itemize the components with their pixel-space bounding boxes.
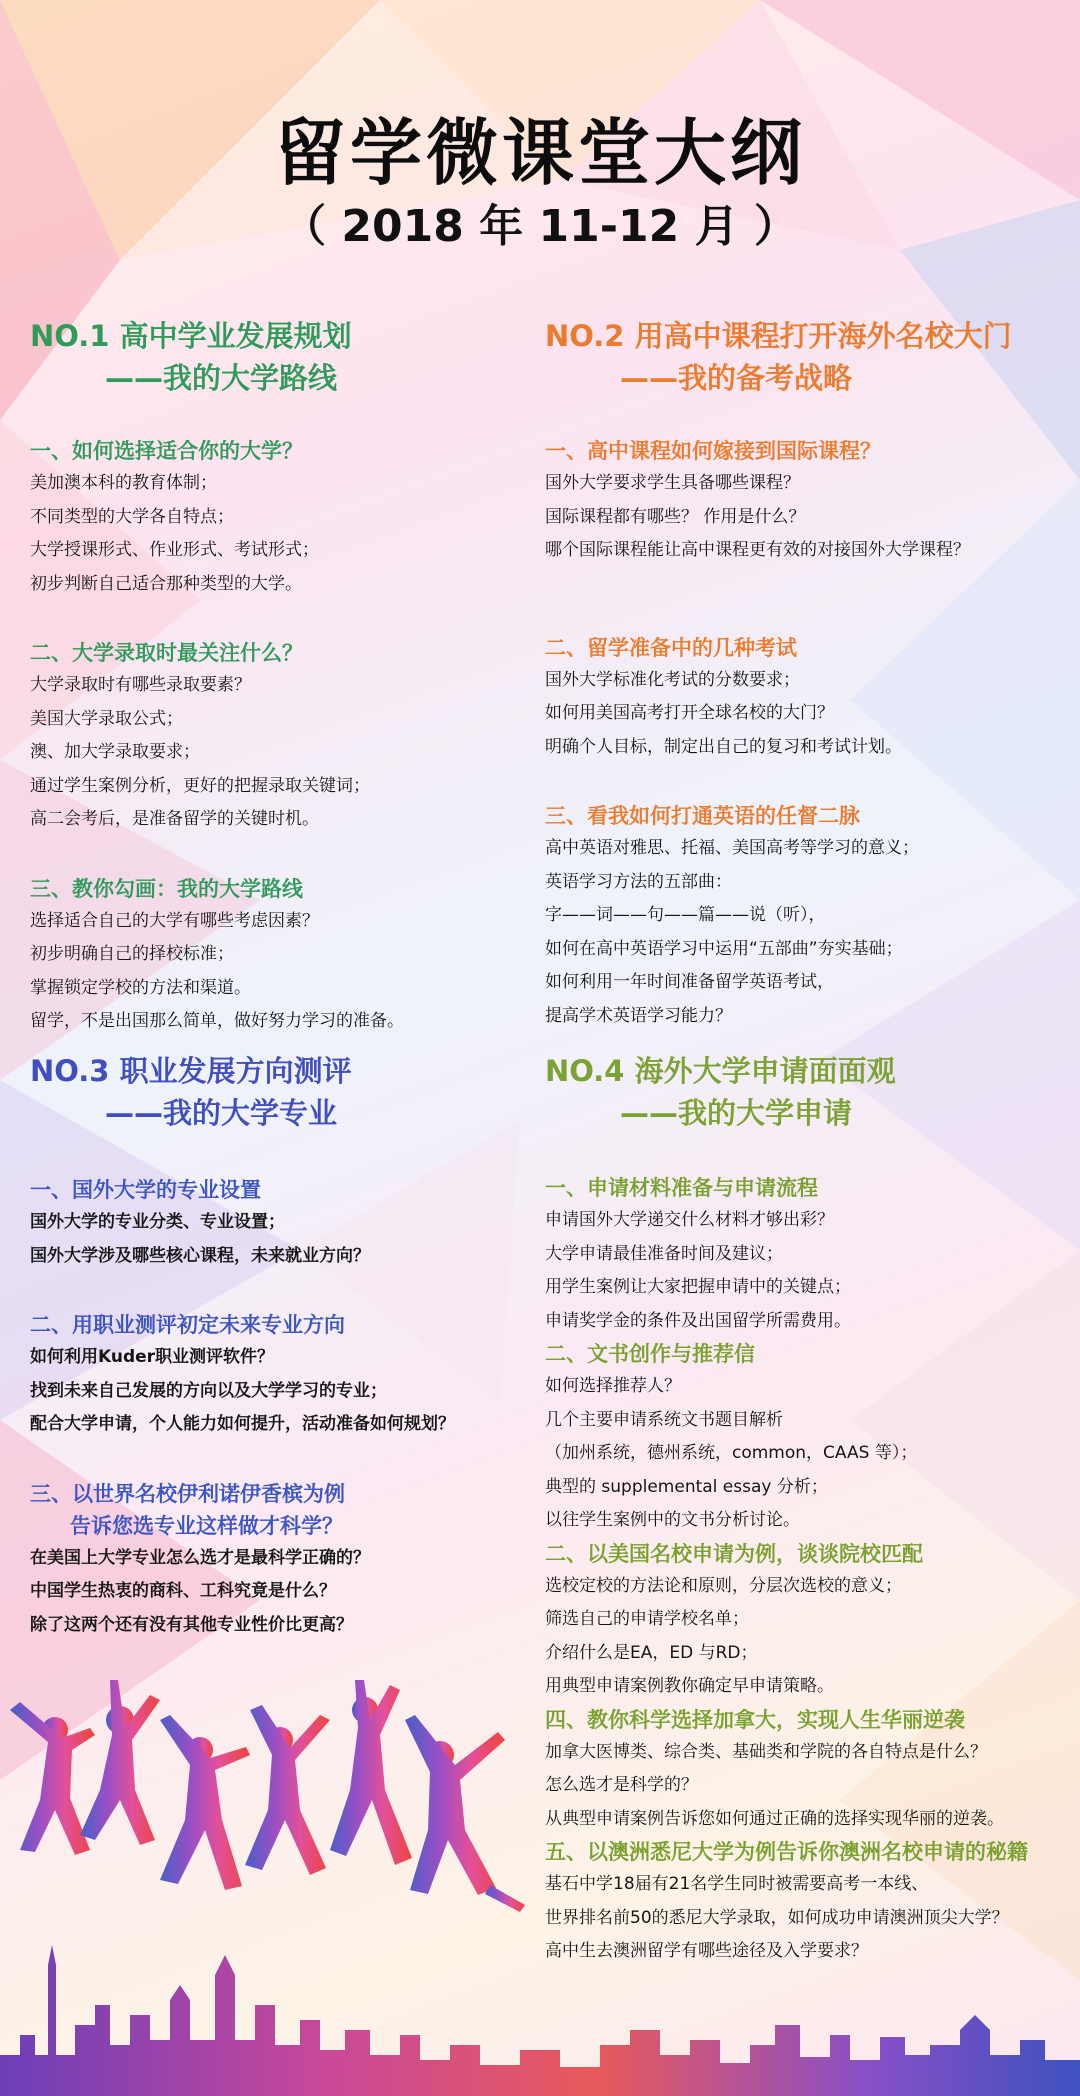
topic-line: 用典型申请案例教你确定早申请策略。 xyxy=(545,1676,834,1696)
topic-line: 找到未来自己发展的方向以及大学学习的专业； xyxy=(30,1380,387,1401)
topic-line: 国际课程都有哪些？ 作用是什么？ xyxy=(545,506,806,527)
section-heading: NO.2 用高中课程打开海外名校大门 xyxy=(545,319,1012,353)
topic-line: 不同类型的大学各自特点； xyxy=(30,506,234,527)
topic-line: 筛选自己的申请学校名单； xyxy=(545,1609,749,1629)
topic xyxy=(30,1309,550,1442)
topic-line: 国外大学涉及哪些核心课程，未来就业方向？ xyxy=(30,1245,370,1266)
topic xyxy=(30,637,550,837)
topic-line: 哪个国际课程能让高中课程更有效的对接国外大学课程？ xyxy=(545,540,970,560)
topic-line: 初步判断自己适合那种类型的大学。 xyxy=(30,573,302,594)
section-subheading: ——我的大学申请 xyxy=(620,1096,853,1130)
section-heading: NO.1 高中学业发展规划 xyxy=(30,319,352,353)
topic-line: （加州系统，德州系统，common，CAAS 等）； xyxy=(545,1443,918,1463)
topic-line: 典型的 supplemental essay 分析； xyxy=(545,1476,828,1497)
topic-line: 高二会考后，是准备留学的关键时机。 xyxy=(30,809,319,829)
topic-line: 国外大学要求学生具备哪些课程？ xyxy=(545,473,800,493)
topic-line: 初步明确自己的择校标准； xyxy=(30,944,234,964)
topic-line: 通过学生案例分析，更好的把握录取关键词； xyxy=(30,775,370,796)
topic xyxy=(30,873,550,1039)
section-subheading: ——我的大学专业 xyxy=(105,1096,338,1130)
topic-line: 高中生去澳洲留学有哪些途径及入学要求？ xyxy=(545,1941,868,1961)
topic-line: 配合大学申请，个人能力如何提升，活动准备如何规划？ xyxy=(30,1414,455,1434)
topic-line: 国外大学的专业分类、专业设置； xyxy=(30,1212,285,1232)
topic-line: 提高学术英语学习能力？ xyxy=(545,1005,732,1026)
topic-line: 美加澳本科的教育体制； xyxy=(30,473,217,493)
topic-title: 二、大学录取时最关注什么？ xyxy=(30,641,303,665)
topic-line: 国外大学标准化考试的分数要求； xyxy=(545,669,800,690)
topic-line: 从典型申请案例告诉您如何通过正确的选择实现华丽的逆袭。 xyxy=(545,1808,1004,1829)
section-no2 xyxy=(545,315,1065,1033)
topic xyxy=(30,1174,550,1273)
section-heading: NO.4 海外大学申请面面观 xyxy=(545,1054,896,1088)
section-no3 xyxy=(30,1050,550,1642)
jumping-people-illustration xyxy=(0,1680,540,1950)
topic-title: 三、看我如何打通英语的任督二脉 xyxy=(545,804,860,828)
topic-line: 如何利用Kuder职业测评软件？ xyxy=(30,1347,275,1367)
topic-line: 澳、加大学录取要求； xyxy=(30,742,200,762)
topic-line: 大学录取时有哪些录取要素？ xyxy=(30,675,251,695)
topic-line: 如何利用一年时间准备留学英语考试， xyxy=(545,972,834,992)
topic xyxy=(545,800,1065,1033)
topic xyxy=(545,1538,1065,1704)
topic xyxy=(545,1172,1065,1338)
topic-line: 怎么选才是科学的？ xyxy=(545,1775,698,1795)
topic-line: 美国大学录取公式； xyxy=(30,708,183,729)
topic-title: 一、国外大学的专业设置 xyxy=(30,1178,261,1202)
topic-line: 选择适合自己的大学有哪些考虑因素？ xyxy=(30,910,319,931)
section-no4 xyxy=(545,1050,1065,1969)
topic-title: 一、如何选择适合你的大学？ xyxy=(30,439,303,463)
topic-line: 掌握锁定学校的方法和渠道。 xyxy=(30,977,251,998)
topic-line: 大学授课形式、作业形式、考试形式； xyxy=(30,540,319,560)
topic xyxy=(545,1338,1065,1538)
topic-title: 二、留学准备中的几种考试 xyxy=(545,635,797,660)
topic-line: 高中英语对雅思、托福、美国高考等学习的意义； xyxy=(545,838,919,858)
topic-line: 申请奖学金的条件及出国留学所需费用。 xyxy=(545,1310,851,1331)
topic-line: 几个主要申请系统文书题目解析 xyxy=(545,1409,783,1430)
topic-title: 一、申请材料准备与申请流程 xyxy=(545,1176,818,1200)
topic xyxy=(30,1478,550,1643)
city-skyline-illustration xyxy=(0,1945,1080,2096)
topic xyxy=(545,435,1065,568)
topic-line: 如何在高中英语学习中运用“五部曲”夯实基础； xyxy=(545,938,903,959)
topic xyxy=(545,632,1065,765)
topic-title-continued: 告诉您选专业这样做才科学？ xyxy=(70,1513,343,1538)
topic-line: 申请国外大学递交什么材料才够出彩？ xyxy=(545,1210,834,1230)
section-subheading: ——我的备考战略 xyxy=(620,361,853,395)
topic-line: 除了这两个还有没有其他专业性价比更高？ xyxy=(30,1614,353,1635)
topic-line: 留学，不是出国那么简单，做好努力学习的准备。 xyxy=(30,1011,404,1031)
topic-line: 用学生案例让大家把握申请中的关键点； xyxy=(545,1277,851,1297)
topic-title: 三、教你勾画：我的大学路线 xyxy=(30,876,303,901)
topic-line: 英语学习方法的五部曲： xyxy=(545,871,732,892)
topic-line: 大学申请最佳准备时间及建议； xyxy=(545,1243,783,1264)
topic-title: 四、教你科学选择加拿大，实现人生华丽逆袭 xyxy=(545,1707,965,1732)
topic-title: 五、以澳洲悉尼大学为例告诉你澳洲名校申请的秘籍 xyxy=(545,1840,1028,1864)
topic-line: 介绍什么是EA，ED 与RD； xyxy=(545,1642,758,1663)
topic-title: 一、高中课程如何嫁接到国际课程？ xyxy=(545,439,881,463)
topic-title: 二、以美国名校申请为例，谈谈院校匹配 xyxy=(545,1541,923,1566)
topic-line: 如何选择推荐人？ xyxy=(545,1376,681,1396)
topic-title: 三、以世界名校伊利诺伊香槟为例 xyxy=(30,1481,345,1506)
topic-line: 明确个人目标，制定出自己的复习和考试计划。 xyxy=(545,736,902,757)
topic-line: 字——词——句——篇——说（听）， xyxy=(545,905,826,925)
page-title: 留学微课堂大纲 xyxy=(273,111,806,195)
topic-line: 加拿大医博类、综合类、基础类和学院的各自特点是什么？ xyxy=(545,1741,987,1762)
topic xyxy=(30,435,550,601)
topic-line: 中国学生热衷的商科、工科究竟是什么？ xyxy=(30,1581,336,1601)
topic-title: 二、文书创作与推荐信 xyxy=(545,1342,755,1366)
section-no1 xyxy=(30,315,550,1039)
topic-line: 世界排名前50的悉尼大学录取，如何成功申请澳洲顶尖大学？ xyxy=(545,1907,1009,1928)
topic xyxy=(545,1704,1065,1837)
section-subheading: ——我的大学路线 xyxy=(105,361,338,395)
page-subtitle: （ 2018 年 11-12 月 ） xyxy=(282,201,798,252)
topic-title: 二、用职业测评初定未来专业方向 xyxy=(30,1313,345,1337)
topic-line: 如何用美国高考打开全球名校的大门？ xyxy=(545,703,834,723)
section-heading: NO.3 职业发展方向测评 xyxy=(30,1054,352,1088)
topic-line: 选校定校的方法论和原则，分层次选校的意义； xyxy=(545,1575,902,1596)
topic-line: 在美国上大学专业怎么选才是最科学正确的？ xyxy=(30,1547,370,1568)
topic-line: 以往学生案例中的文书分析讨论。 xyxy=(545,1510,800,1530)
topic-line: 基石中学18届有21名学生同时被需要高考一本线、 xyxy=(545,1874,929,1894)
